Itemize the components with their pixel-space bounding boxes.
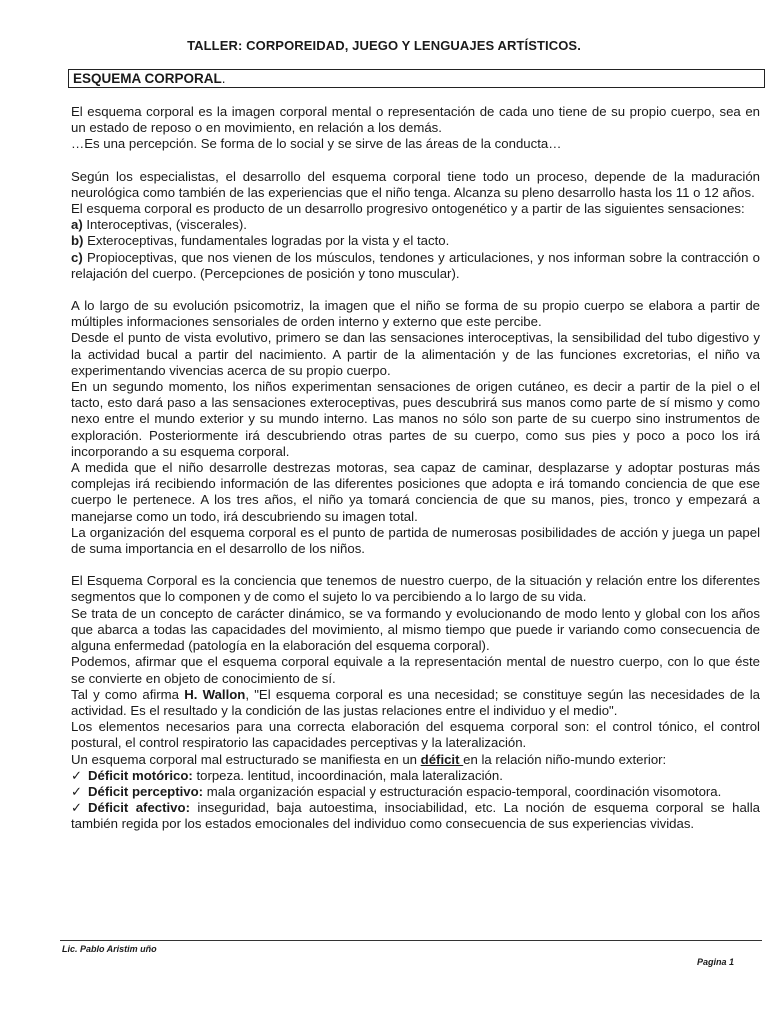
deficit-item: ✓ Déficit perceptivo: mala organización espacial y estructuración espacio-temporal, coordinación visomotora. — [71, 783, 722, 799]
section-heading: ESQUEMA CORPORAL. — [73, 71, 226, 86]
list-item: c) Propioceptivas, que nos vienen de los músculos, tendones y articulaciones, y nos informan sobre la contracción o relajación del cuerpo. (Percepciones de posición y tono muscular). — [71, 249, 760, 281]
paragraph: La organización del esquema corporal es el punto de partida de numerosas posibilidades de acción y juega un papel de suma importancia en el desarrollo de los niños. — [71, 524, 760, 557]
paragraph: Podemos, afirmar que el esquema corporal equivale a la representación mental de nuestro cuerpo, con lo que éste se convierte en objeto de conocimiento de sí. — [71, 654, 760, 686]
check-icon: ✓ — [71, 783, 83, 799]
paragraph: Tal y como afirma H. Wallon, "El esquema corporal es una necesidad; se constituye según las necesidades de la actividad. Es el resultado y la condición de las justas relaciones entre el individuo y el medio". — [71, 686, 760, 718]
check-icon: ✓ — [71, 800, 83, 816]
paragraph: A medida que el niño desarrolle destrezas motoras, sea capaz de caminar, desplazarse y adoptar posturas más complejas irá recibiendo información de las diferentes posiciones que adopta e irá tomando conciencia de que ese cuerpo le pertenece. A los tres años, el niño ya tomará conciencia de que su manos, pies, tronco y empezará a manejarse como un todo, irá descubriendo su imagen total. — [71, 460, 760, 524]
paragraph: …Es una percepción. Se forma de lo social y se sirve de las áreas de la conducta… — [71, 136, 562, 152]
paragraph: El esquema corporal es la imagen corporal mental o representación de cada uno tiene de su propio cuerpo, sea en un estado de reposo o en movimiento, en relación a los demás. — [71, 104, 760, 136]
paragraph: En un segundo momento, los niños experimentan sensaciones de origen cutáneo, es decir a partir de la piel o el tacto, esto dará paso a las sensaciones exteroceptivas, pues descubrirá sus manos como parte de sí mismo y como nexo entre el mundo exterior y su mundo interno. Las manos no sólo son parte de su cuerpo sino instrumentos de exploración. Posteriormente irá descubriendo otras partes de su cuerpo, como sus pies y poco a poco los irá incorporando a su esquema corporal. — [71, 379, 760, 459]
paragraph: Los elementos necesarios para una correcta elaboración del esquema corporal son: el control tónico, el control postural, el control respiratorio las capacidades perceptivas y la lateralización. — [71, 719, 760, 751]
paragraph: El esquema corporal es producto de un desarrollo progresivo ontogenético y a partir de las siguientes sensaciones: — [71, 201, 745, 217]
list-item: a) Interoceptivas, (viscerales). — [71, 217, 247, 233]
list-item: b) Exteroceptivas, fundamentales logradas por la vista y el tacto. — [71, 233, 450, 249]
page-number: Pagina 1 — [696, 957, 734, 967]
paragraph: Se trata de un concepto de carácter dinámico, se va formando y evolucionando de modo lento y global con los años que abarca a todas las capacidades del movimiento, al mismo tiempo que puede ir variando como consecuencia de alguna enfermedad (patología en la elaboración del esquema corporal). — [71, 605, 760, 654]
paragraph: A lo largo de su evolución psicomotriz, la imagen que el niño se forma de su propio cuerpo se elabora a partir de múltiples informaciones sensoriales de orden interno y externo que este percibe. — [71, 298, 760, 330]
check-icon: ✓ — [71, 767, 83, 783]
deficit-item: ✓ Déficit motórico: torpeza. lentitud, incoordinación, mala lateralización. — [71, 767, 503, 783]
paragraph: Desde el punto de vista evolutivo, primero se dan las sensaciones interoceptivas, la sensibilidad del tubo digestivo y la actividad bucal a partir del nacimiento. A partir de la alimentación y de las funciones excretorias, el niño va experimentando vivencias acerca de su propio cuerpo. — [71, 330, 760, 378]
paragraph: Según los especialistas, el desarrollo del esquema corporal tiene todo un proceso, depende de la maduración neurológica como también de las experiencias que el niño tenga. Alcanza su pleno desarrollo hasta los 11 o 12 años. — [71, 168, 760, 200]
document-title: TALLER: CORPOREIDAD, JUEGO Y LENGUAJES ARTÍSTICOS. — [187, 38, 581, 53]
paragraph: El Esquema Corporal es la conciencia que tenemos de nuestro cuerpo, de la situación y relación entre los diferentes segmentos que lo componen y de como el sujeto lo va percibiendo a lo largo de su vida. — [71, 573, 760, 605]
deficit-item: ✓ Déficit afectivo: inseguridad, baja autoestima, insociabilidad, etc. La noción de esquema corporal se halla también regida por los estados emocionales del individuo como consecuencia de sus experiencias vividas. — [71, 800, 760, 832]
body-text — [71, 104, 760, 833]
footer-divider — [60, 940, 762, 941]
footer-author: Lic. Pablo Aristim uño — [62, 944, 157, 954]
paragraph: Un esquema corporal mal estructurado se manifiesta en un déficit en la relación niño-mundo exterior: — [71, 751, 667, 767]
section-heading-box — [68, 69, 765, 88]
